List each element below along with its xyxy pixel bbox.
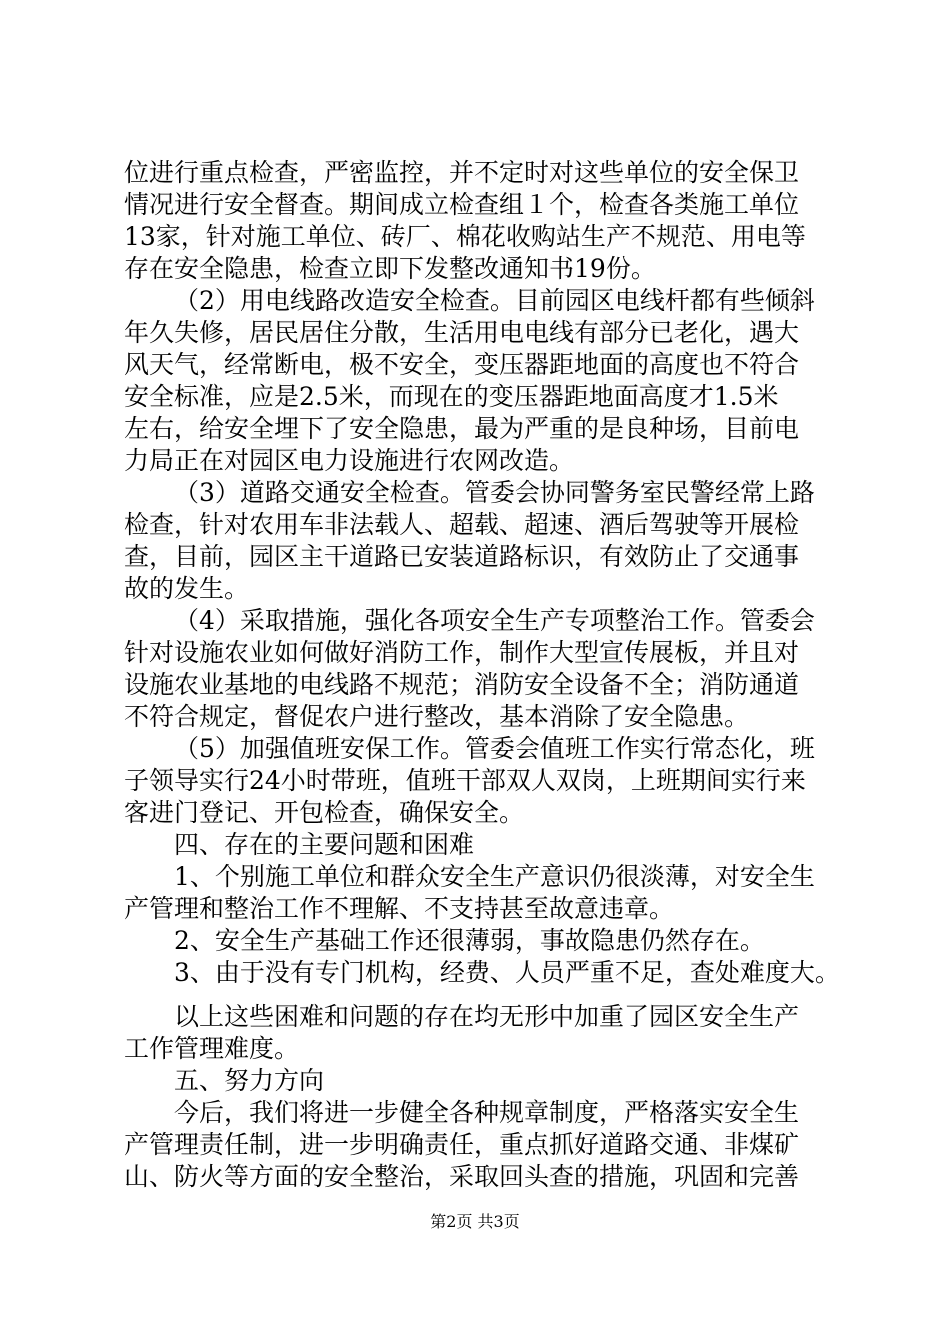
text-line: 存在安全隐患，检查立即下发整改通知书19份。	[124, 254, 656, 283]
text-line: 位进行重点检查，严密监控，并不定时对这些单位的安全保卫	[124, 158, 800, 187]
text-line: （4）采取措施，强化各项安全生产专项整治工作。管委会	[174, 606, 815, 635]
text-line: 安全标准，应是2.5米，而现在的变压器距地面高度才1.5米	[124, 382, 779, 411]
text-line: 设施农业基地的电线路不规范；消防安全设备不全；消防通道	[124, 670, 800, 699]
text-line: 3、由于没有专门机构，经费、人员严重不足，查处难度大。	[174, 958, 840, 987]
text-line: 工作管理难度。	[124, 1034, 300, 1063]
page-footer: 第2页 共3页	[430, 1212, 520, 1231]
text-line: 今后，我们将进一步健全各种规章制度，严格落实安全生	[174, 1098, 800, 1127]
text-line: （5）加强值班安保工作。管委会值班工作实行常态化，班	[174, 734, 815, 763]
text-line: 检查，针对农用车非法载人、超载、超速、酒后驾驶等开展检	[124, 510, 800, 539]
text-line: 以上这些困难和问题的存在均无形中加重了园区安全生产	[174, 1002, 800, 1031]
text-line: 2、安全生产基础工作还很薄弱，事故隐患仍然存在。	[174, 926, 765, 955]
text-line: （3）道路交通安全检查。管委会协同警务室民警经常上路	[174, 478, 815, 507]
text-line: 1、个别施工单位和群众安全生产意识仍很淡薄，对安全生	[174, 862, 815, 891]
text-line: 年久失修，居民居住分散，生活用电电线有部分已老化，遇大	[124, 318, 800, 347]
text-line: 13家，针对施工单位、砖厂、棉花收购站生产不规范、用电等	[124, 222, 806, 251]
text-line: 不符合规定，督促农户进行整改，基本消除了安全隐患。	[124, 702, 750, 731]
text-line: 左右，给安全埋下了安全隐患，最为严重的是良种场，目前电	[124, 414, 800, 443]
text-line: （2）用电线路改造安全检查。目前园区电线杆都有些倾斜	[174, 286, 815, 315]
text-line: 故的发生。	[124, 574, 250, 603]
section-heading: 五、努力方向	[174, 1066, 325, 1095]
text-line: 针对设施农业如何做好消防工作，制作大型宣传展板，并且对	[124, 638, 800, 667]
text-line: 查，目前，园区主干道路已安装道路标识，有效防止了交通事	[124, 542, 800, 571]
text-line: 力局正在对园区电力设施进行农网改造。	[124, 446, 575, 475]
text-line: 产管理责任制，进一步明确责任，重点抓好道路交通、非煤矿	[124, 1130, 800, 1159]
text-line: 产管理和整治工作不理解、不支持甚至故意违章。	[124, 894, 675, 923]
text-line: 子领导实行24小时带班，值班干部双人双岗，上班期间实行来	[124, 766, 806, 795]
text-line: 山、防火等方面的安全整治，采取回头查的措施，巩固和完善	[124, 1162, 800, 1191]
text-line: 情况进行安全督查。期间成立检查组１个，检查各类施工单位	[124, 190, 800, 219]
section-heading: 四、存在的主要问题和困难	[174, 830, 475, 859]
text-line: 客进门登记、开包检查，确保安全。	[124, 798, 525, 827]
text-line: 风天气，经常断电，极不安全，变压器距地面的高度也不符合	[124, 350, 800, 379]
